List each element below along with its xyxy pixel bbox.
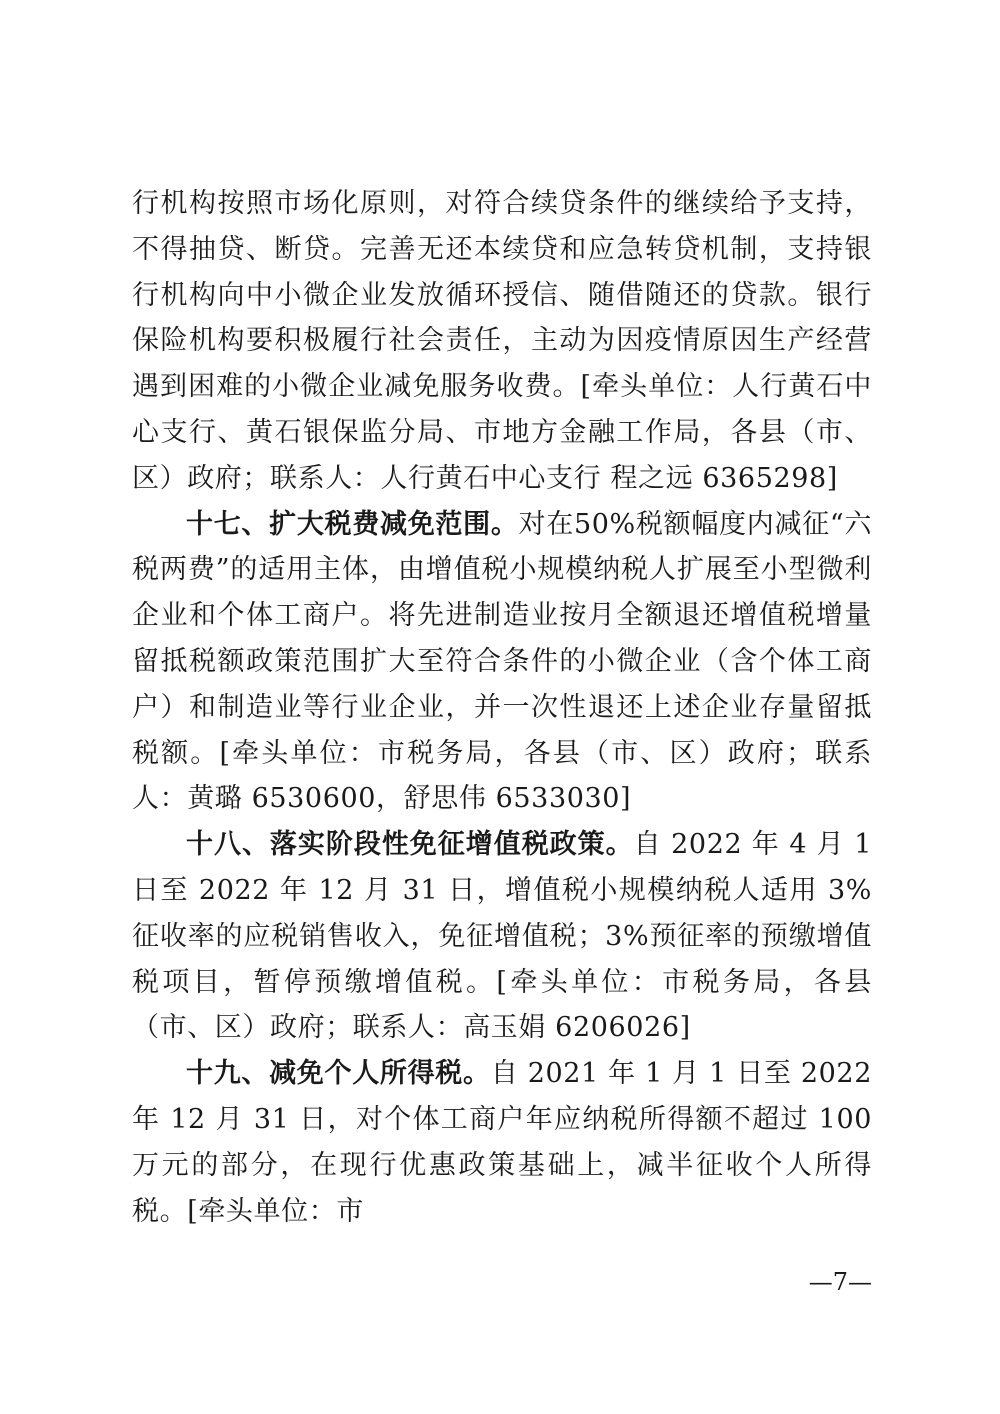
document-body (132, 181, 872, 1234)
paragraph-heading: 十八、落实阶段性免征增值税政策。 (186, 829, 634, 861)
paragraph-heading: 十九、减免个人所得税。 (186, 1058, 491, 1090)
page-number: —7— (808, 1268, 872, 1296)
paragraph-body-text: 行机构按照市场化原则，对符合续贷条件的继续给予支持，不得抽贷、断贷。完善无还本续贷和应急转贷机制，支持银行机构向中小微企业发放循环授信、随借随还的贷款。银行保险机构要积极履行社会责任，主动为因疫情原因生产经营遇到困难的小微企业减免服务收费。[牵头单位：人行黄石中心支行、黄石银保监分局、市地方金融工作局，各县（市、区）政府；联系人：人行黄石中心支行 程之远 6365298] (132, 188, 872, 494)
paragraph-continuation (132, 181, 872, 502)
paragraph-item-17 (132, 502, 872, 823)
paragraph-item-19 (132, 1051, 872, 1234)
paragraph-body-text: 自 2022 年 4 月 1 日至 2022 年 12 月 31 日，增值税小规模纳税人适用 3%征收率的应税销售收入，免征增值税；3%预征率的预缴增值税项目，暂停预缴增值税。[牵头单位：市税务局，各县（市、区）政府；联系人：高玉娟 6206026] (132, 829, 872, 1044)
paragraph-body-text: 对在50%税额幅度内减征“六税两费”的适用主体，由增值税小规模纳税人扩展至小型微利企业和个体工商户。将先进制造业按月全额退还增值税增量留抵税额政策范围扩大至符合条件的小微企业（含个体工商户）和制造业等行业企业，并一次性退还上述企业存量留抵税额。[牵头单位：市税务局，各县（市、区）政府；联系人：黄璐 6530600，舒思伟 6533030] (132, 508, 872, 815)
paragraph-heading: 十七、扩大税费减免范围。 (186, 508, 519, 540)
paragraph-body-text: 自 2021 年 1 月 1 日至 2022 年 12 月 31 日，对个体工商户年应纳税所得额不超过 100 万元的部分，在现行优惠政策基础上，减半征收个人所得税。[牵头单位：市 (132, 1058, 872, 1227)
paragraph-item-18 (132, 822, 872, 1051)
